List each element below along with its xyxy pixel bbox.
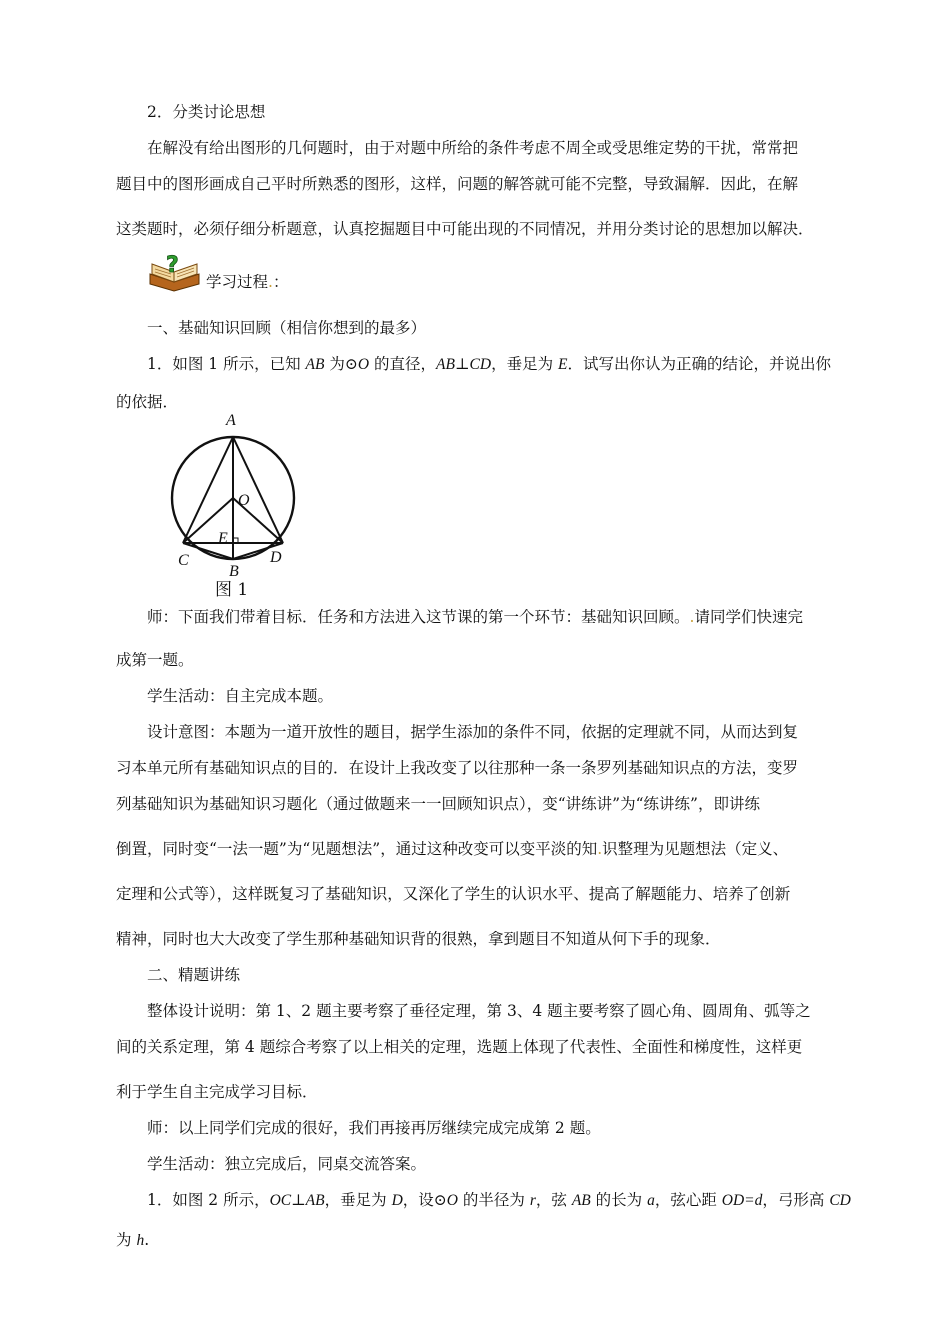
label-c: C [178,552,189,569]
part2-heading: 二、精题讲练 [147,966,241,984]
overall-design-line-1: 整体设计说明：第 1、2 题主要考察了垂径定理，第 3、4 题主要考察了圆心角、圆周角、弧等之 [147,1002,811,1020]
intro-line-3: 这类题时，必须仔细分析题意，认真挖掘题目中可能出现的不同情况，并用分类讨论的思想加以解决． [116,220,814,238]
question-2-line-2: 为 h. [116,1231,150,1249]
intro-line-2: 题目中的图形画成自己平时所熟悉的图形，这样，问题的解答就可能不完整，导致漏解．因此，在解 [116,175,799,193]
label-d: D [270,549,282,566]
label-o: O [238,492,250,509]
overall-design-line-2: 间的关系定理，第 4 题综合考察了以上相关的定理，选题上体现了代表性、全面性和梯度性，这样更 [116,1038,803,1056]
design-intent-line-4: 倒置，同时变“一法一题”为“见题想法”，通过这种改变可以变平淡的知.识整理为见题想法（定义、 [116,840,789,858]
teacher-remark-1-line-2: 成第一题。 [116,651,194,669]
overall-design-line-3: 利于学生自主完成学习目标． [116,1083,318,1101]
design-intent-line-1: 设计意图：本题为一道开放性的题目，据学生添加的条件不同，依据的定理就不同，从而达到复 [147,723,799,741]
design-intent-line-6: 精神，同时也大大改变了学生那种基础知识背的很熟，拿到题目不知道从何下手的现象． [116,930,721,948]
part1-heading: 一、基础知识回顾（相信你想到的最多） [147,319,427,337]
label-e: E [218,530,228,547]
svg-text:?: ? [166,253,179,278]
process-label: 学习过程.： [206,273,289,291]
label-b: B [229,563,239,580]
label-a: A [226,412,236,429]
section-heading: 2．分类讨论思想 [147,103,266,121]
design-intent-line-2: 习本单元所有基础知识点的目的．在设计上我改变了以往那种一条一条罗列基础知识点的方法，变罗 [116,759,799,777]
student-activity-2: 学生活动：独立完成后，同桌交流答案。 [147,1155,427,1173]
intro-line-1: 在解没有给出图形的几何题时，由于对题中所给的条件考虑不周全或受思维定势的干扰，常常把 [147,139,799,157]
teacher-remark-2: 师：以上同学们完成的很好，我们再接再厉继续完成完成第 2 题。 [147,1119,601,1137]
figure-1 [160,395,310,600]
book-question-icon [147,252,203,292]
figure-1-caption: 图 1 [215,580,249,600]
design-intent-line-5: 定理和公式等），这样既复习了基础知识，又深化了学生的认识水平、提高了解题能力、培养了创新 [116,885,791,903]
question-1: 1．如图 1 所示，已知 AB 为⊙O 的直径，AB⊥CD，垂足为 E．试写出你认为正确的结论，并说出你 [147,355,831,373]
question-1-line-2: 的依据． [116,393,179,411]
question-2: 1．如图 2 所示，OC⊥AB，垂足为 D，设⊙O 的半径为 r，弦 AB 的长为 a，弦心距 OD=d，弓形高 CD [147,1191,851,1209]
teacher-remark-1: 师：下面我们带着目标．任务和方法进入这节课的第一个环节：基础知识回顾。.请同学们快速完 [147,608,803,626]
student-activity-1: 学生活动：自主完成本题。 [147,687,334,705]
design-intent-line-3: 列基础知识为基础知识习题化（通过做题来一一回顾知识点），变“讲练讲”为“练讲练”，即讲练 [116,795,760,813]
